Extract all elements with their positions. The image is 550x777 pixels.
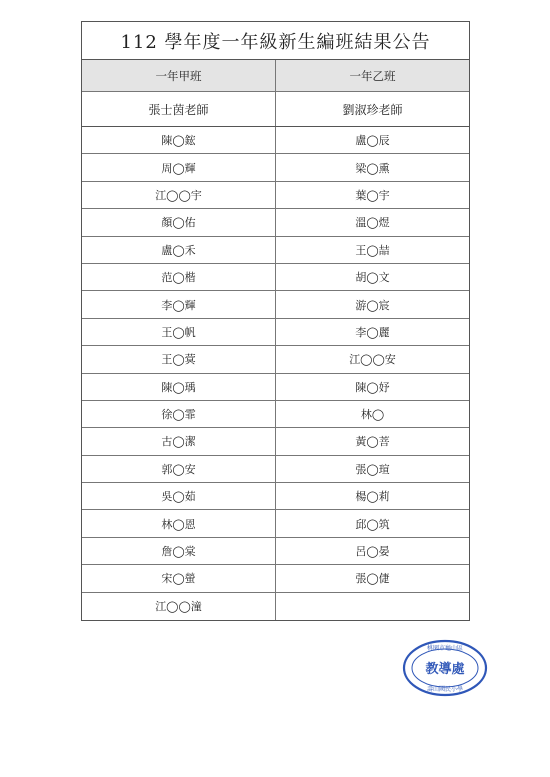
student-class-a: 陳◯瑀: [161, 380, 196, 394]
student-class-a: 詹◯棠: [161, 545, 196, 559]
table-row: [82, 401, 469, 428]
student-class-a: 郭◯安: [161, 462, 196, 476]
student-class-b: 張◯瑄: [275, 456, 469, 482]
table-row: [82, 428, 469, 455]
student-class-a: 宋◯螢: [161, 572, 196, 586]
student-class-b: [275, 593, 469, 620]
class-assignment-table: [81, 21, 470, 621]
student-class-b: 陳◯妤: [275, 374, 469, 400]
table-row: [82, 291, 469, 318]
column-header-class-a: 一年甲班: [155, 68, 202, 83]
table-row: [82, 565, 469, 592]
table-row: [82, 154, 469, 181]
teacher-class-b: 劉淑珍老師: [275, 92, 469, 126]
student-class-b: 葉◯宇: [275, 182, 469, 208]
table-row: [82, 264, 469, 291]
stamp-top-text: 桃園市龜山區: [426, 645, 464, 652]
student-class-a: 王◯帆: [161, 325, 196, 339]
table-row: [82, 209, 469, 236]
student-class-a: 江◯◯潼: [155, 600, 202, 614]
table-row: [82, 319, 469, 346]
table-header-row: [82, 60, 469, 92]
table-row: [82, 538, 469, 565]
student-class-a: 江◯◯宇: [155, 188, 202, 202]
table-row: [82, 456, 469, 483]
table-row: [82, 483, 469, 510]
student-class-b: 張◯倢: [275, 565, 469, 591]
student-class-a: 盧◯禾: [161, 243, 196, 257]
student-class-a: 陳◯鋐: [161, 134, 196, 148]
student-class-b: 梁◯熏: [275, 154, 469, 180]
student-class-a: 王◯蓂: [161, 353, 196, 367]
student-class-b: 王◯喆: [275, 237, 469, 263]
student-class-b: 盧◯辰: [275, 127, 469, 153]
table-row: [82, 127, 469, 154]
student-class-b: 邱◯筑: [275, 510, 469, 536]
stamp-center-text: 教導處: [425, 662, 465, 677]
student-class-b: 溫◯煜: [275, 209, 469, 235]
student-class-b: 李◯麗: [275, 319, 469, 345]
student-list: [82, 127, 469, 620]
school-office-stamp: [402, 639, 488, 697]
student-class-a: 范◯楷: [161, 271, 196, 285]
student-class-a: 顏◯佑: [161, 216, 196, 230]
table-row: [82, 510, 469, 537]
student-class-b: 呂◯晏: [275, 538, 469, 564]
teacher-class-a: 張士茵老師: [148, 102, 209, 117]
student-class-b: 游◯宸: [275, 291, 469, 317]
student-class-b: 黃◯菩: [275, 428, 469, 454]
student-class-b: 楊◯莉: [275, 483, 469, 509]
student-class-a: 吳◯茹: [161, 490, 196, 504]
table-row: [82, 374, 469, 401]
student-class-b: 林◯: [275, 401, 469, 427]
teacher-row: [82, 92, 469, 127]
document-title: 112 學年度一年級新生編班結果公告: [82, 22, 469, 60]
table-row: [82, 237, 469, 264]
table-row: [82, 593, 469, 620]
student-class-a: 林◯恩: [161, 517, 196, 531]
student-class-a: 徐◯霏: [161, 408, 196, 422]
student-class-a: 李◯輝: [161, 298, 196, 312]
student-class-b: 江◯◯安: [275, 346, 469, 372]
column-header-class-b: 一年乙班: [275, 60, 469, 91]
stamp-bottom-text: 壽山國民小學: [426, 686, 464, 693]
table-row: [82, 182, 469, 209]
table-row: [82, 346, 469, 373]
student-class-b: 胡◯文: [275, 264, 469, 290]
student-class-a: 周◯輝: [161, 161, 196, 175]
student-class-a: 古◯潔: [161, 435, 196, 449]
